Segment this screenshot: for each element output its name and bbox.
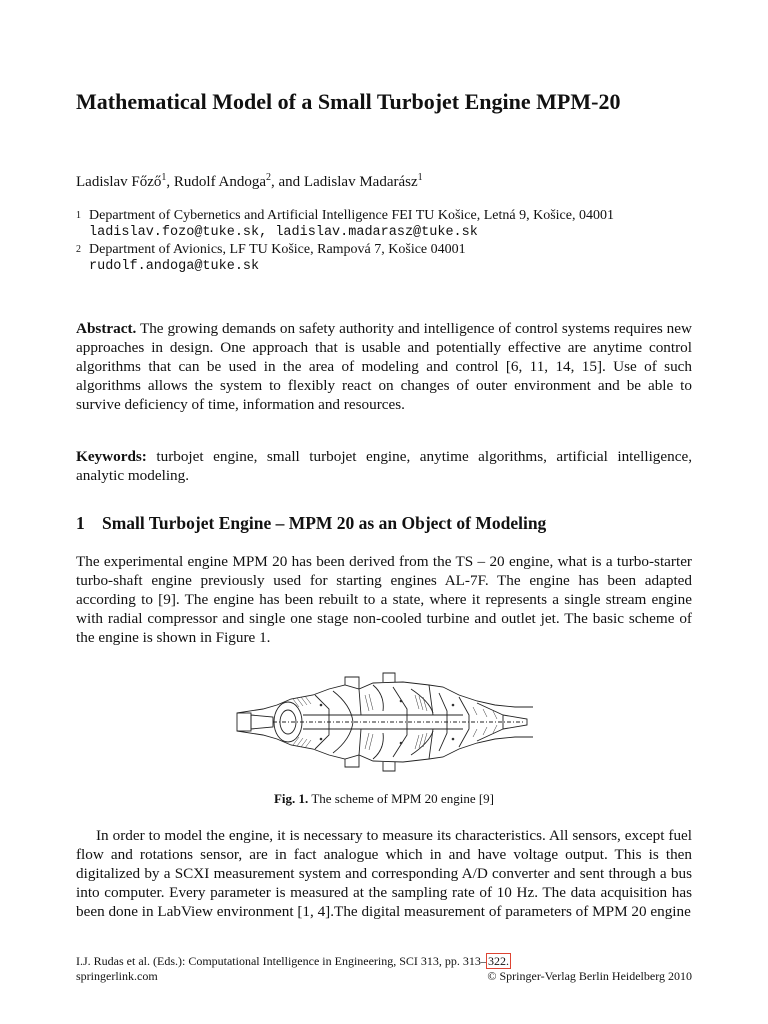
- affiliation-text: Department of Cybernetics and Artificial Intelligence FEI TU Košice, Letná 9, Košice, 04001: [89, 208, 614, 223]
- engine-scheme-figure: [233, 665, 537, 778]
- affiliation-text: Department of Avionics, LF TU Košice, Rampová 7, Košice 04001: [89, 242, 466, 257]
- author-name: Rudolf Andoga: [173, 174, 266, 190]
- section-heading: [76, 513, 546, 534]
- author-affil-marker: 1: [161, 172, 167, 183]
- author-affil-marker: 1: [417, 172, 423, 183]
- keywords: [76, 447, 692, 485]
- author-separator: , and: [271, 174, 304, 190]
- figure-caption: [76, 791, 692, 807]
- copyright-notice: © Springer-Verlag Berlin Heidelberg 2010: [487, 969, 692, 983]
- affiliation-email[interactable]: ladislav.fozo@tuke.sk, ladislav.madarasz@tuke.sk: [89, 225, 478, 240]
- affiliation-email[interactable]: rudolf.andoga@tuke.sk: [89, 259, 260, 274]
- author-list: [76, 173, 423, 191]
- author-name: Ladislav Madarász: [303, 174, 418, 190]
- keywords-label: Keywords:: [76, 448, 147, 465]
- affiliation-number: 1: [76, 210, 81, 221]
- engine-scheme-drawing: [233, 665, 537, 778]
- section-number: 1: [76, 513, 85, 533]
- abstract: [76, 319, 692, 414]
- affiliation-number: 2: [76, 244, 81, 255]
- section-title: Small Turbojet Engine – MPM 20 as an Object of Modeling: [102, 513, 547, 533]
- author-name: Ladislav Főző: [76, 174, 162, 190]
- section-paragraph: The experimental engine MPM 20 has been derived from the TS – 20 engine, what is a turbo-starter turbo-shaft engine previously used for starting engines AL-7F. The engine has been adapted according to [9]. The engine has been rebuilt to a state, where it represents a single stream engine with radial compressor and single one stage non-cooled turbine and outlet jet. The basic scheme of the engine is shown in Figure 1.: [76, 553, 692, 646]
- keywords-text: turbojet engine, small turbojet engine, anytime algorithms, artificial intelligence, analytic modeling.: [76, 448, 693, 484]
- citation-text: I.J. Rudas et al. (Eds.): Computational Intelligence in Engineering, SCI 313, pp. 313–: [76, 954, 487, 968]
- affiliation-item: [76, 207, 692, 241]
- abstract-label: Abstract.: [76, 320, 137, 337]
- author-separator: ,: [166, 174, 174, 190]
- paper-title: Mathematical Model of a Small Turbojet Engine MPM-20: [76, 89, 621, 114]
- author-affil-marker: 2: [266, 172, 271, 183]
- figure-caption-text: The scheme of MPM 20 engine [9]: [311, 791, 494, 806]
- figure-label: Fig. 1.: [273, 791, 309, 806]
- affiliation-item: [76, 241, 692, 275]
- page-footer: [76, 954, 692, 984]
- body-paragraph: [76, 826, 692, 921]
- body-paragraph-text: In order to model the engine, it is necessary to measure its characteristics. All sensors, except fuel flow and rotations sensor, are in fact analogue which in and have voltage output. This is then digitalized by a SCXI measurement system and corresponding A/D converter and sent through a bus into computer. Every parameter is measured at the sampling rate of 10 Hz. The data acquisition has been done in LabView environment [1, 4].The digital measurement of parameters of MPM 20 engine: [76, 827, 692, 920]
- abstract-text: The growing demands on safety authority and intelligence of control systems requires new approaches in design. One approach that is usable and potentially effective are anytime control algorithms that can be used in the area of modeling and control [6, 11, 14, 15]. Use of such algorithms allows the system to flexibly react on changes of outer environment and be able to survive deficiency of time, information and resources.: [76, 320, 692, 413]
- citation-pages-link[interactable]: 322.: [487, 954, 509, 968]
- publisher-site: springerlink.com: [76, 969, 158, 983]
- affiliation-list: [76, 207, 692, 275]
